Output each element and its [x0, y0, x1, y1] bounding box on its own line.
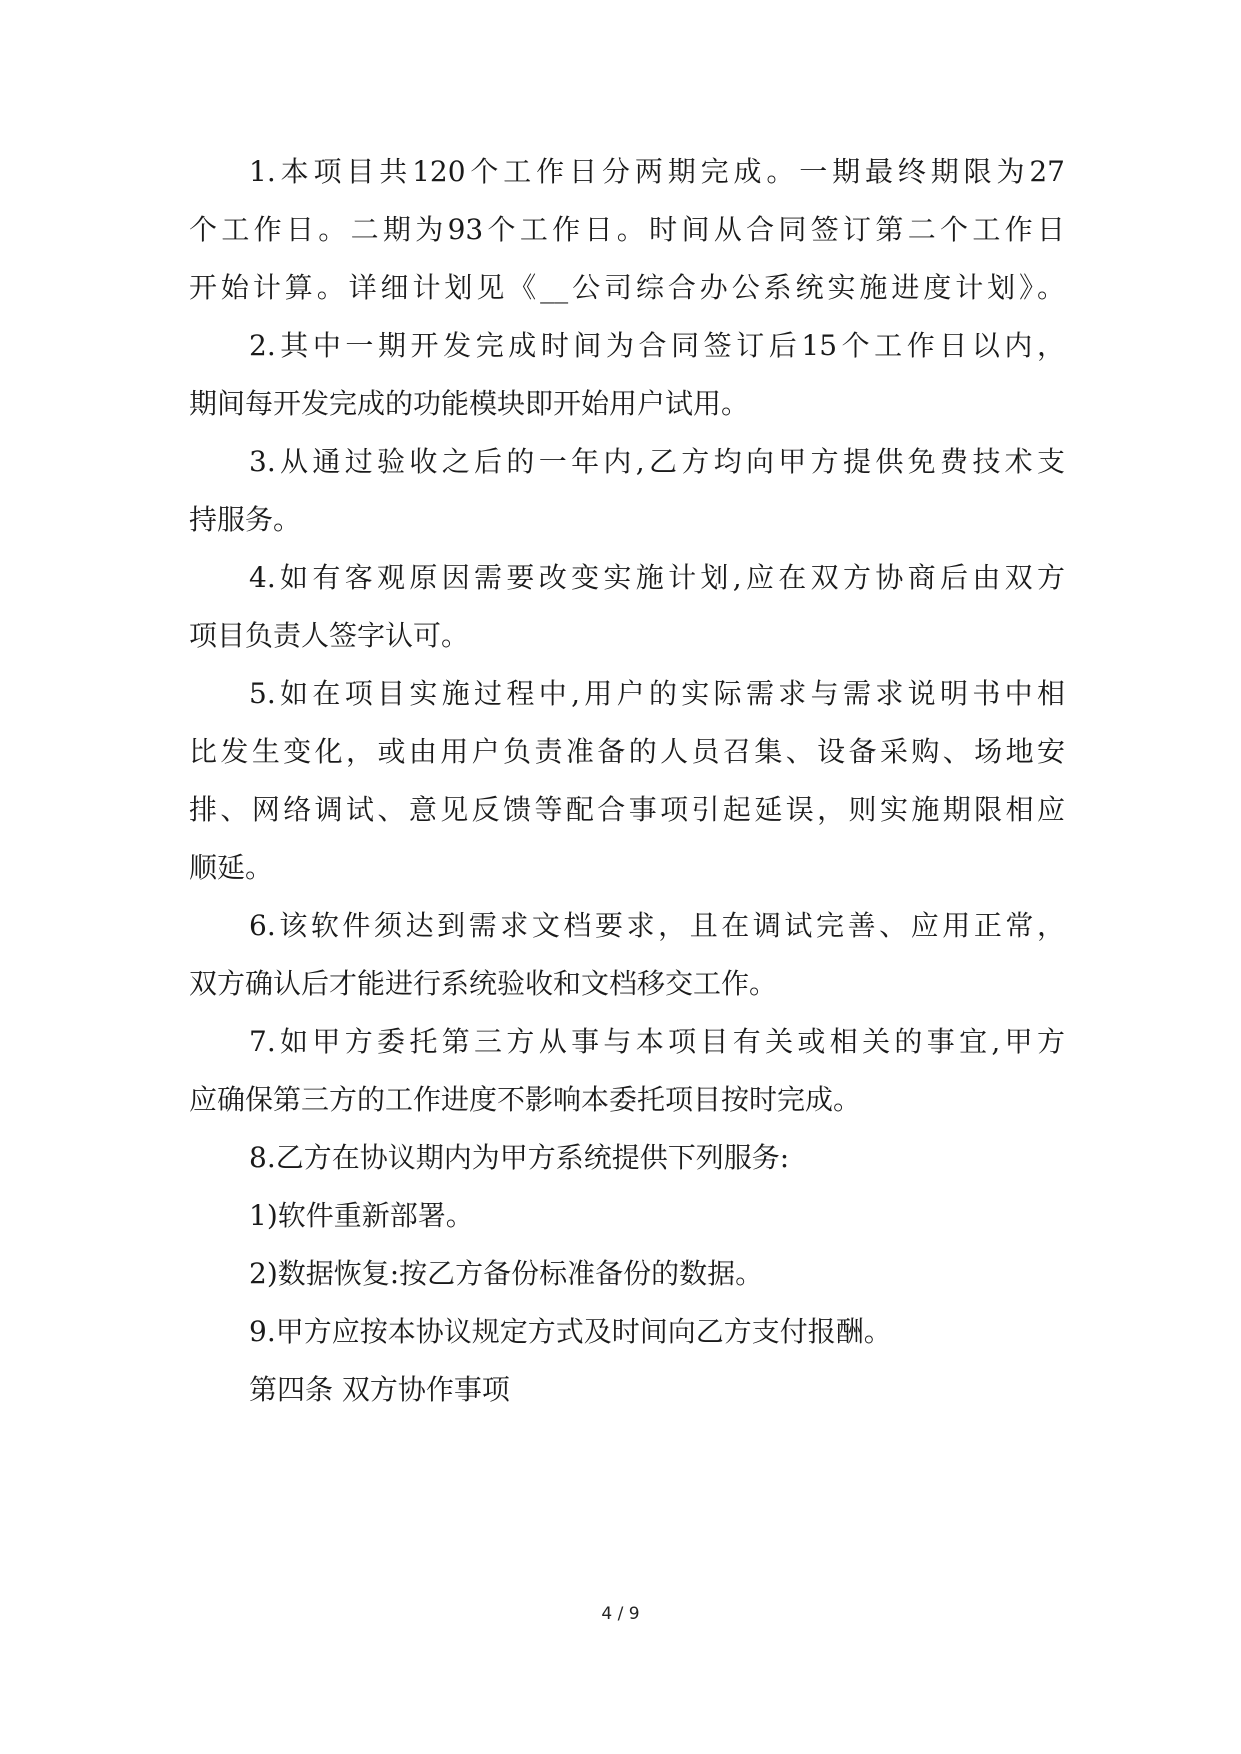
- text-line: 个工作日。二期为93个工作日。时间从合同签订第二个工作日: [189, 213, 1065, 246]
- text-line: 双方确认后才能进行系统验收和文档移交工作。: [189, 967, 778, 1000]
- text-line: 顺延。: [189, 851, 274, 884]
- section-heading: 第四条 双方协作事项: [249, 1373, 510, 1406]
- text-line: 1.本项目共120个工作日分两期完成。一期最终期限为27: [249, 155, 1065, 188]
- text-line: 2.其中一期开发完成时间为合同签订后15个工作日以内，: [249, 329, 1065, 362]
- text-line: 2)数据恢复:按乙方备份标准备份的数据。: [249, 1257, 764, 1290]
- text-line: 比发生变化，或由用户负责准备的人员召集、设备采购、场地安: [189, 735, 1065, 768]
- text-line: 3.从通过验收之后的一年内,乙方均向甲方提供免费技术支: [249, 445, 1065, 478]
- text-line: 8.乙方在协议期内为甲方系统提供下列服务:: [249, 1141, 790, 1174]
- text-line: 6.该软件须达到需求文档要求，且在调试完善、应用正常，: [249, 909, 1065, 942]
- text-line: 项目负责人签字认可。: [189, 619, 470, 652]
- text-line: 开始计算。详细计划见《__公司综合办公系统实施进度计划》。: [189, 271, 1065, 304]
- text-line: 应确保第三方的工作进度不影响本委托项目按时完成。: [189, 1083, 862, 1116]
- text-line: 4.如有客观原因需要改变实施计划,应在双方协商后由双方: [249, 561, 1065, 594]
- text-line: 5.如在项目实施过程中,用户的实际需求与需求说明书中相: [249, 677, 1065, 710]
- page-number: 4 / 9: [601, 1604, 640, 1624]
- text-line: 9.甲方应按本协议规定方式及时间向乙方支付报酬。: [249, 1315, 892, 1348]
- text-line: 排、网络调试、意见反馈等配合事项引起延误，则实施期限相应: [189, 793, 1065, 826]
- text-line: 期间每开发完成的功能模块即开始用户试用。: [189, 387, 750, 420]
- text-line: 1)软件重新部署。: [249, 1199, 474, 1232]
- text-line: 7.如甲方委托第三方从事与本项目有关或相关的事宜,甲方: [249, 1025, 1065, 1058]
- text-line: 持服务。: [189, 503, 302, 536]
